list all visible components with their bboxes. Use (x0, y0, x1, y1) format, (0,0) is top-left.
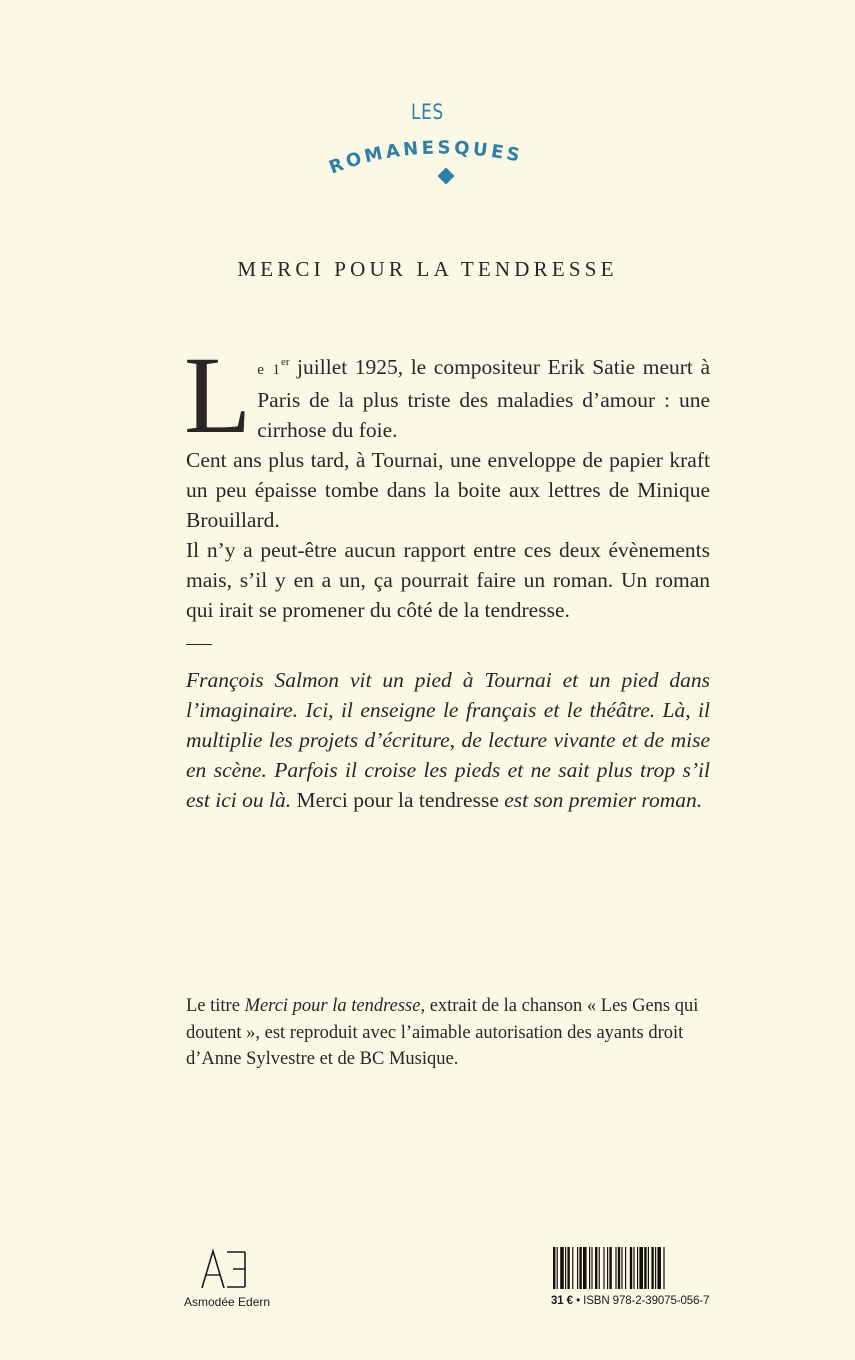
bio-book-title: Merci pour la tendresse (296, 788, 499, 812)
author-bio (186, 665, 710, 815)
barcode (551, 1247, 703, 1291)
lead-smallcap: e (257, 362, 265, 378)
barcode-bar (625, 1247, 626, 1289)
barcode-bar (589, 1247, 590, 1289)
barcode-bar (583, 1247, 587, 1289)
barcode-bar (595, 1247, 597, 1289)
diamond-icon (438, 168, 455, 185)
barcode-bar (577, 1247, 578, 1289)
lead-superscript: er (280, 356, 290, 368)
legal-prefix: Le titre (186, 996, 245, 1016)
publisher-block (180, 1248, 290, 1309)
price-isbn-line (551, 1295, 709, 1307)
isbn: ISBN 978-2-39075-056-7 (583, 1295, 710, 1307)
barcode-bar (644, 1247, 646, 1289)
svg-text:ROMANESQUES (326, 137, 524, 178)
drop-cap: L (184, 334, 252, 456)
barcode-bar (630, 1247, 632, 1289)
barcode-bar (565, 1247, 566, 1289)
lead-number: 1 (272, 362, 281, 378)
barcode-bar (553, 1247, 555, 1289)
barcode-bar (609, 1247, 611, 1289)
synopsis-paragraph-3: Il n’y a peut-être aucun rapport entre ces deux évènements mais, s’il y en a un, ça pourrait faire un roman. Un roman qui irait se promener du côté de la tendresse. (186, 538, 710, 622)
barcode-bar (603, 1247, 604, 1289)
barcode-bar (648, 1247, 649, 1289)
barcode-bar (657, 1247, 661, 1289)
series-name-arc (310, 130, 550, 200)
barcode-bar (579, 1247, 581, 1289)
barcode-bar (591, 1247, 592, 1289)
book-title: MERCI POUR LA TENDRESSE (237, 257, 618, 281)
author-bio-ending: est son premier roman. (498, 788, 703, 812)
barcode-bar (663, 1247, 664, 1289)
barcode-bar (633, 1247, 634, 1289)
asmodee-edern-logo (200, 1248, 252, 1290)
separator: • (572, 1295, 584, 1307)
barcode-bar (560, 1247, 564, 1289)
barcode-bar (621, 1247, 622, 1289)
back-cover-text (184, 334, 711, 815)
synopsis-text-1: juillet 1925, le compositeur Erik Satie meurt à Paris de la plus triste des maladies d’amour : une cirrhose du foie. (257, 355, 711, 442)
legal-rest: , extrait de la chanson « Les Gens qui doutent », est reproduit avec l’aimable autorisation des ayants droit d’Anne Sylvestre et de BC Musique. (186, 996, 699, 1069)
copyright-notice (186, 993, 726, 1073)
barcode-bar (618, 1247, 620, 1289)
synopsis-paragraph-2: Cent ans plus tard, à Tournai, une enveloppe de papier kraft un peu épaisse tombe dans la boite aux lettres de Minique Brouillard. (186, 448, 710, 532)
barcode-bar (567, 1247, 569, 1289)
legal-title: Merci pour la tendresse (244, 996, 421, 1016)
series-name: ROMANESQUES (326, 137, 525, 179)
barcode-bar (599, 1247, 600, 1289)
price: 31 € (551, 1295, 573, 1307)
synopsis-paragraph-1 (184, 334, 711, 456)
barcode-bar (557, 1247, 558, 1289)
barcode-bar (615, 1247, 616, 1289)
barcode-bar (607, 1247, 608, 1289)
barcode-bar (655, 1247, 656, 1289)
series-logo (0, 0, 855, 210)
barcode-bar (637, 1247, 638, 1289)
series-top-label: LES (410, 100, 445, 124)
barcode-bar (639, 1247, 643, 1289)
barcode-bar (572, 1247, 573, 1289)
barcode-bar (651, 1247, 653, 1289)
publisher-name: Asmodée Edern (184, 1295, 271, 1309)
author-bio-text: François Salmon vit un pied à Tournai et un pied dans l’imaginaire. Ici, il enseigne le français et le théâtre. Là, il multiplie les projets d’écriture, de lecture vivante et de mise en scène. Parfois il croise les pieds et ne sait plus trop s’il est ici ou là. (186, 668, 710, 812)
separator-dash (186, 644, 212, 645)
